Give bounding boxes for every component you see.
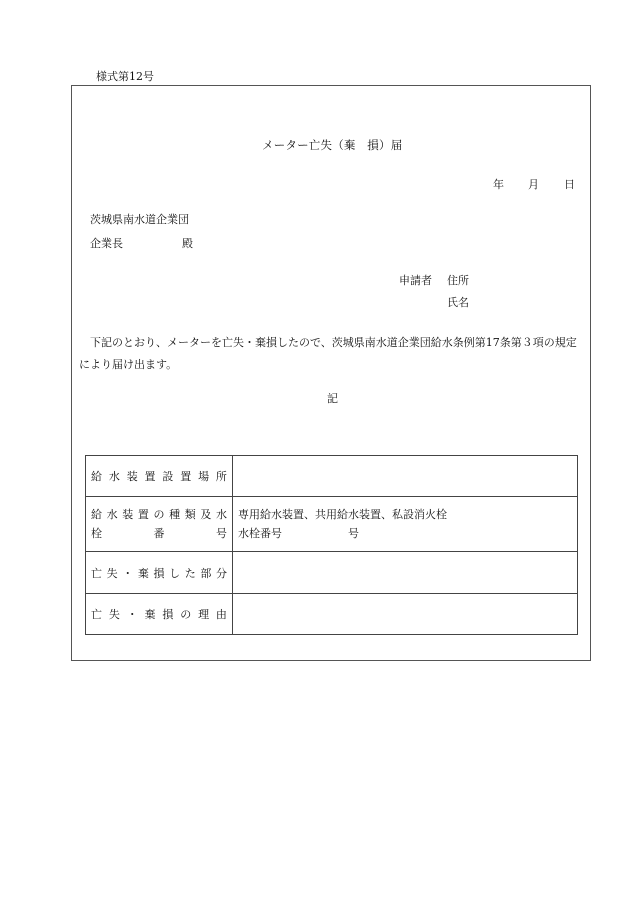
row-label — [86, 594, 233, 635]
installation-location-cell[interactable] — [233, 456, 578, 497]
label-char: 栓 — [91, 527, 102, 540]
spread-text — [91, 565, 227, 581]
table-row — [86, 552, 578, 594]
addressee-organization: 茨城県南水道企業団 — [90, 213, 189, 226]
label-char: 号 — [216, 527, 227, 540]
spread-text — [91, 505, 227, 524]
label-char: 分 — [216, 566, 227, 580]
faucet-number: 水栓番号 号 — [238, 527, 359, 540]
label-char: 水 — [108, 470, 120, 483]
label-char: 設 — [162, 470, 174, 483]
label-char: ・ — [122, 566, 134, 580]
spread-text — [91, 468, 227, 484]
form-number: 様式第12号 — [96, 70, 154, 83]
label-char: 給 — [91, 470, 102, 483]
label-char: 損 — [153, 566, 165, 580]
spread-text — [91, 524, 227, 543]
label-char: 失 — [106, 566, 118, 580]
date-month-label: 月 — [528, 178, 539, 191]
label-char: 給 — [91, 508, 102, 521]
table-row — [86, 497, 578, 552]
label-char: 由 — [215, 608, 227, 621]
label-char: 棄 — [144, 608, 156, 621]
damaged-part-cell[interactable] — [233, 552, 578, 594]
equipment-type-cell[interactable] — [233, 497, 578, 552]
label-char: ・ — [126, 608, 138, 621]
body-paragraph — [79, 332, 587, 376]
label-char: 所 — [215, 470, 227, 483]
equipment-types: 専用給水装置、共用給水装置、私設消火栓 — [238, 508, 447, 521]
label-char: 棄 — [137, 566, 149, 580]
row-label — [86, 497, 233, 552]
date-day-label: 日 — [564, 178, 575, 191]
label-char: 損 — [162, 608, 174, 621]
label-char: 水 — [106, 508, 118, 521]
label-char: 水 — [216, 508, 227, 521]
document-title: メーター亡失（棄 損）届 — [262, 138, 403, 152]
detail-table — [85, 455, 578, 635]
label-char: 装 — [122, 508, 134, 521]
damage-reason-cell[interactable] — [233, 594, 578, 635]
label-char: 種 — [169, 508, 181, 521]
applicant-address-label: 住所 — [447, 274, 469, 287]
label-char: 置 — [180, 470, 192, 483]
label-char: た — [184, 566, 196, 580]
table-row — [86, 456, 578, 497]
label-char: 置 — [144, 470, 156, 483]
date-year-label: 年 — [493, 178, 504, 191]
addressee-honorific: 殿 — [182, 237, 193, 250]
applicant-label: 申請者 — [399, 274, 432, 287]
addressee-title: 企業長 — [90, 237, 123, 250]
ki-heading: 記 — [327, 392, 338, 405]
label-char: 類 — [184, 508, 196, 521]
label-char: 亡 — [91, 566, 102, 580]
label-char: 番 — [153, 527, 165, 540]
label-char: 場 — [198, 470, 210, 483]
label-char: 理 — [198, 608, 210, 621]
body-text: 下記のとおり、メーターを亡失・棄損したので、茨城県南水道企業団給水条例第17条第３項の規定により届け出ます。 — [79, 336, 577, 371]
spread-text — [91, 606, 227, 622]
table-row — [86, 594, 578, 635]
applicant-name-label: 氏名 — [447, 296, 469, 309]
label-char: の — [153, 508, 165, 521]
label-char: 及 — [200, 508, 212, 521]
label-char: 失 — [108, 608, 120, 621]
row-label — [86, 552, 233, 594]
label-char: 部 — [200, 566, 212, 580]
label-char: し — [169, 566, 181, 580]
label-char: 装 — [126, 470, 138, 483]
row-label — [86, 456, 233, 497]
label-char: 亡 — [91, 608, 102, 621]
label-char: 置 — [137, 508, 149, 521]
label-char: の — [180, 608, 192, 621]
